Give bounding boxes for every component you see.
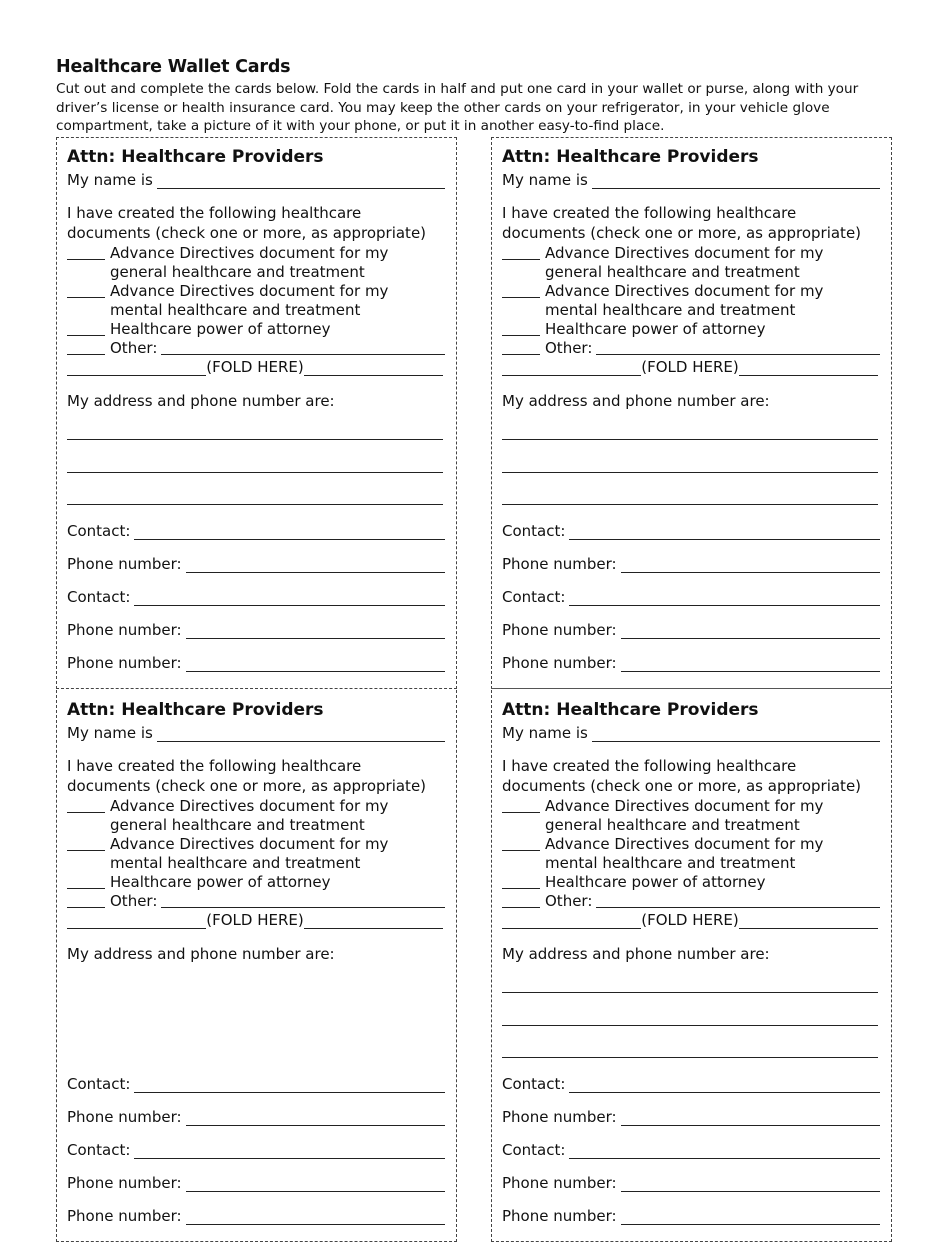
option-power-of-attorney [502,873,880,892]
phone-label: Phone number: [67,1207,182,1225]
option-label: Advance Directives document for my [545,244,824,262]
option-mental-directives [67,835,445,873]
card-title: Attn: Healthcare Providers [67,147,324,167]
phone-field[interactable] [186,624,445,639]
name-field[interactable] [157,174,445,189]
option-checkbox-blank[interactable] [67,797,105,813]
contact-row-1 [502,1075,880,1093]
phone-label: Phone number: [502,1174,617,1192]
phone-label: Phone number: [67,1174,182,1192]
address-line-3[interactable] [502,1057,878,1058]
option-label-line-2: general healthcare and treatment [110,263,365,281]
phone-row-3 [502,654,880,672]
documents-intro-line-2: documents (check one or more, as appropriate) [502,777,862,795]
contact-label: Contact: [67,588,131,606]
option-label-line-2: general healthcare and treatment [545,263,800,281]
phone-field[interactable] [186,558,445,573]
option-checkbox-blank[interactable] [502,892,540,908]
fold-line [67,358,443,376]
option-label: Healthcare power of attorney [110,873,331,891]
phone-label: Phone number: [67,555,182,573]
address-line-2[interactable] [502,1025,878,1026]
instructions-paragraph: Cut out and complete the cards below. Fold the cards in half and put one card in your wallet or purse, along with your driver’s license or health insurance card. You may keep the other cards on your refrigerator, in your vehicle glove compartment, take a picture of it with your phone, or put it in another easy-to-find place. [56,81,859,134]
contact-row-2 [502,1141,880,1159]
contact-field[interactable] [134,525,445,540]
cut-line-right [456,137,457,689]
contact-field[interactable] [569,591,880,606]
documents-intro-line-2: documents (check one or more, as appropriate) [67,224,427,242]
address-label: My address and phone number are: [502,392,770,410]
phone-row-2 [67,621,445,639]
phone-row-2 [502,1174,880,1192]
phone-label: Phone number: [502,654,617,672]
option-power-of-attorney [67,320,445,339]
phone-field[interactable] [186,1111,445,1126]
phone-label: Phone number: [502,1108,617,1126]
contact-row-2 [67,588,445,606]
contact-field[interactable] [569,1144,880,1159]
option-label: Advance Directives document for my [545,282,824,300]
option-label: Healthcare power of attorney [110,320,331,338]
contact-row-2 [502,588,880,606]
name-label: My name is [502,724,588,742]
phone-row-2 [502,621,880,639]
option-label: Other: [545,892,593,910]
option-other [67,892,445,911]
contact-label: Contact: [502,588,566,606]
option-label: Other: [110,339,158,357]
option-label: Healthcare power of attorney [545,873,766,891]
phone-field[interactable] [621,1177,880,1192]
option-checkbox-blank[interactable] [502,244,540,260]
name-row [502,171,880,189]
option-label: Advance Directives document for my [110,797,389,815]
card-top-left [56,137,457,689]
option-checkbox-blank[interactable] [67,282,105,298]
name-row [502,724,880,742]
contact-label: Contact: [67,1075,131,1093]
cut-line-top [56,137,457,138]
card-title: Attn: Healthcare Providers [502,700,759,720]
cut-line-left [491,137,492,689]
phone-field[interactable] [621,558,880,573]
option-label-line-2: mental healthcare and treatment [110,301,361,319]
phone-label: Phone number: [67,621,182,639]
option-general-directives [67,797,445,835]
option-checkbox-blank[interactable] [67,320,105,336]
address-line-2[interactable] [67,472,443,473]
contact-label: Contact: [67,1141,131,1159]
contact-field[interactable] [569,1078,880,1093]
fold-line [67,911,443,929]
option-other [67,339,445,358]
name-row [67,724,445,742]
phone-field[interactable] [186,657,445,672]
other-field[interactable] [596,892,880,908]
fold-label: (FOLD HERE) [206,911,304,929]
page-title: Healthcare Wallet Cards [56,57,291,77]
name-field[interactable] [592,174,880,189]
name-label: My name is [502,171,588,189]
address-line-3[interactable] [67,504,443,505]
address-line-1[interactable] [502,992,878,993]
contact-label: Contact: [502,1075,566,1093]
card-bottom-left [56,690,457,1242]
name-field[interactable] [157,727,445,742]
phone-label: Phone number: [502,621,617,639]
address-line-2[interactable] [502,472,878,473]
phone-row-1 [502,1108,880,1126]
option-mental-directives [502,835,880,873]
contact-row-1 [67,1075,445,1093]
contact-field[interactable] [134,1078,445,1093]
contact-field[interactable] [134,591,445,606]
option-checkbox-blank[interactable] [67,873,105,889]
phone-field[interactable] [186,1177,445,1192]
name-label: My name is [67,171,153,189]
phone-label: Phone number: [67,1108,182,1126]
option-general-directives [502,797,880,835]
option-label: Advance Directives document for my [110,244,389,262]
contact-field[interactable] [134,1144,445,1159]
option-checkbox-blank[interactable] [67,835,105,851]
phone-row-1 [502,555,880,573]
phone-field[interactable] [186,1210,445,1225]
option-label-line-2: mental healthcare and treatment [545,854,796,872]
phone-row-3 [67,654,445,672]
card-title: Attn: Healthcare Providers [502,147,759,167]
documents-intro-line-1: I have created the following healthcare [502,757,797,775]
other-field[interactable] [161,892,445,908]
option-checkbox-blank[interactable] [67,339,105,355]
documents-intro [67,203,449,243]
option-label: Advance Directives document for my [545,797,824,815]
fold-label: (FOLD HERE) [641,358,739,376]
cut-line-bottom [56,688,457,689]
documents-intro-line-2: documents (check one or more, as appropriate) [502,224,862,242]
phone-field[interactable] [621,1111,880,1126]
documents-intro-line-2: documents (check one or more, as appropriate) [67,777,427,795]
option-checkbox-blank[interactable] [502,320,540,336]
phone-field[interactable] [621,624,880,639]
option-label: Other: [545,339,593,357]
option-general-directives [67,244,445,282]
cut-line-left [56,137,57,689]
option-checkbox-blank[interactable] [502,797,540,813]
option-checkbox-blank[interactable] [502,873,540,889]
cut-line-right [891,137,892,689]
option-other [502,339,880,358]
fold-line [502,911,878,929]
phone-row-1 [67,1108,445,1126]
card-top-right [491,137,892,689]
documents-intro [502,756,884,796]
contact-label: Contact: [67,522,131,540]
address-line-3[interactable] [502,504,878,505]
option-label-line-2: general healthcare and treatment [545,816,800,834]
cut-line-bottom [491,688,892,689]
phone-row-1 [67,555,445,573]
option-checkbox-blank[interactable] [502,282,540,298]
cut-line-top [491,137,892,138]
card-title: Attn: Healthcare Providers [67,700,324,720]
contact-row-1 [67,522,445,540]
address-label: My address and phone number are: [67,392,335,410]
phone-label: Phone number: [502,1207,617,1225]
address-label: My address and phone number are: [67,945,335,963]
documents-intro-line-1: I have created the following healthcare [67,204,362,222]
option-label-line-2: mental healthcare and treatment [545,301,796,319]
phone-row-3 [67,1207,445,1225]
option-checkbox-blank[interactable] [67,892,105,908]
fold-label: (FOLD HERE) [641,911,739,929]
cut-line-right [891,690,892,1242]
documents-intro-line-1: I have created the following healthcare [502,204,797,222]
name-field[interactable] [592,727,880,742]
address-label: My address and phone number are: [502,945,770,963]
documents-intro [67,756,449,796]
address-line-1[interactable] [67,439,443,440]
cut-line-left [56,690,57,1242]
option-general-directives [502,244,880,282]
cut-line-right [456,690,457,1242]
option-label: Advance Directives document for my [545,835,824,853]
phone-label: Phone number: [67,654,182,672]
option-checkbox-blank[interactable] [502,835,540,851]
option-label: Advance Directives document for my [110,835,389,853]
phone-label: Phone number: [502,555,617,573]
name-row [67,171,445,189]
contact-field[interactable] [569,525,880,540]
card-bottom-right [491,690,892,1242]
address-line-1[interactable] [502,439,878,440]
option-label: Other: [110,892,158,910]
phone-field[interactable] [621,657,880,672]
documents-intro [502,203,884,243]
option-label-line-2: mental healthcare and treatment [110,854,361,872]
option-label: Advance Directives document for my [110,282,389,300]
fold-label: (FOLD HERE) [206,358,304,376]
name-label: My name is [67,724,153,742]
phone-row-2 [67,1174,445,1192]
contact-row-1 [502,522,880,540]
cut-line-left [491,690,492,1242]
phone-field[interactable] [621,1210,880,1225]
contact-label: Contact: [502,1141,566,1159]
option-power-of-attorney [502,320,880,339]
option-checkbox-blank[interactable] [67,244,105,260]
phone-row-3 [502,1207,880,1225]
option-mental-directives [502,282,880,320]
option-label-line-2: general healthcare and treatment [110,816,365,834]
contact-row-2 [67,1141,445,1159]
option-checkbox-blank[interactable] [502,339,540,355]
fold-line [502,358,878,376]
other-field[interactable] [596,339,880,355]
contact-label: Contact: [502,522,566,540]
option-label: Healthcare power of attorney [545,320,766,338]
option-other [502,892,880,911]
other-field[interactable] [161,339,445,355]
option-mental-directives [67,282,445,320]
option-power-of-attorney [67,873,445,892]
documents-intro-line-1: I have created the following healthcare [67,757,362,775]
